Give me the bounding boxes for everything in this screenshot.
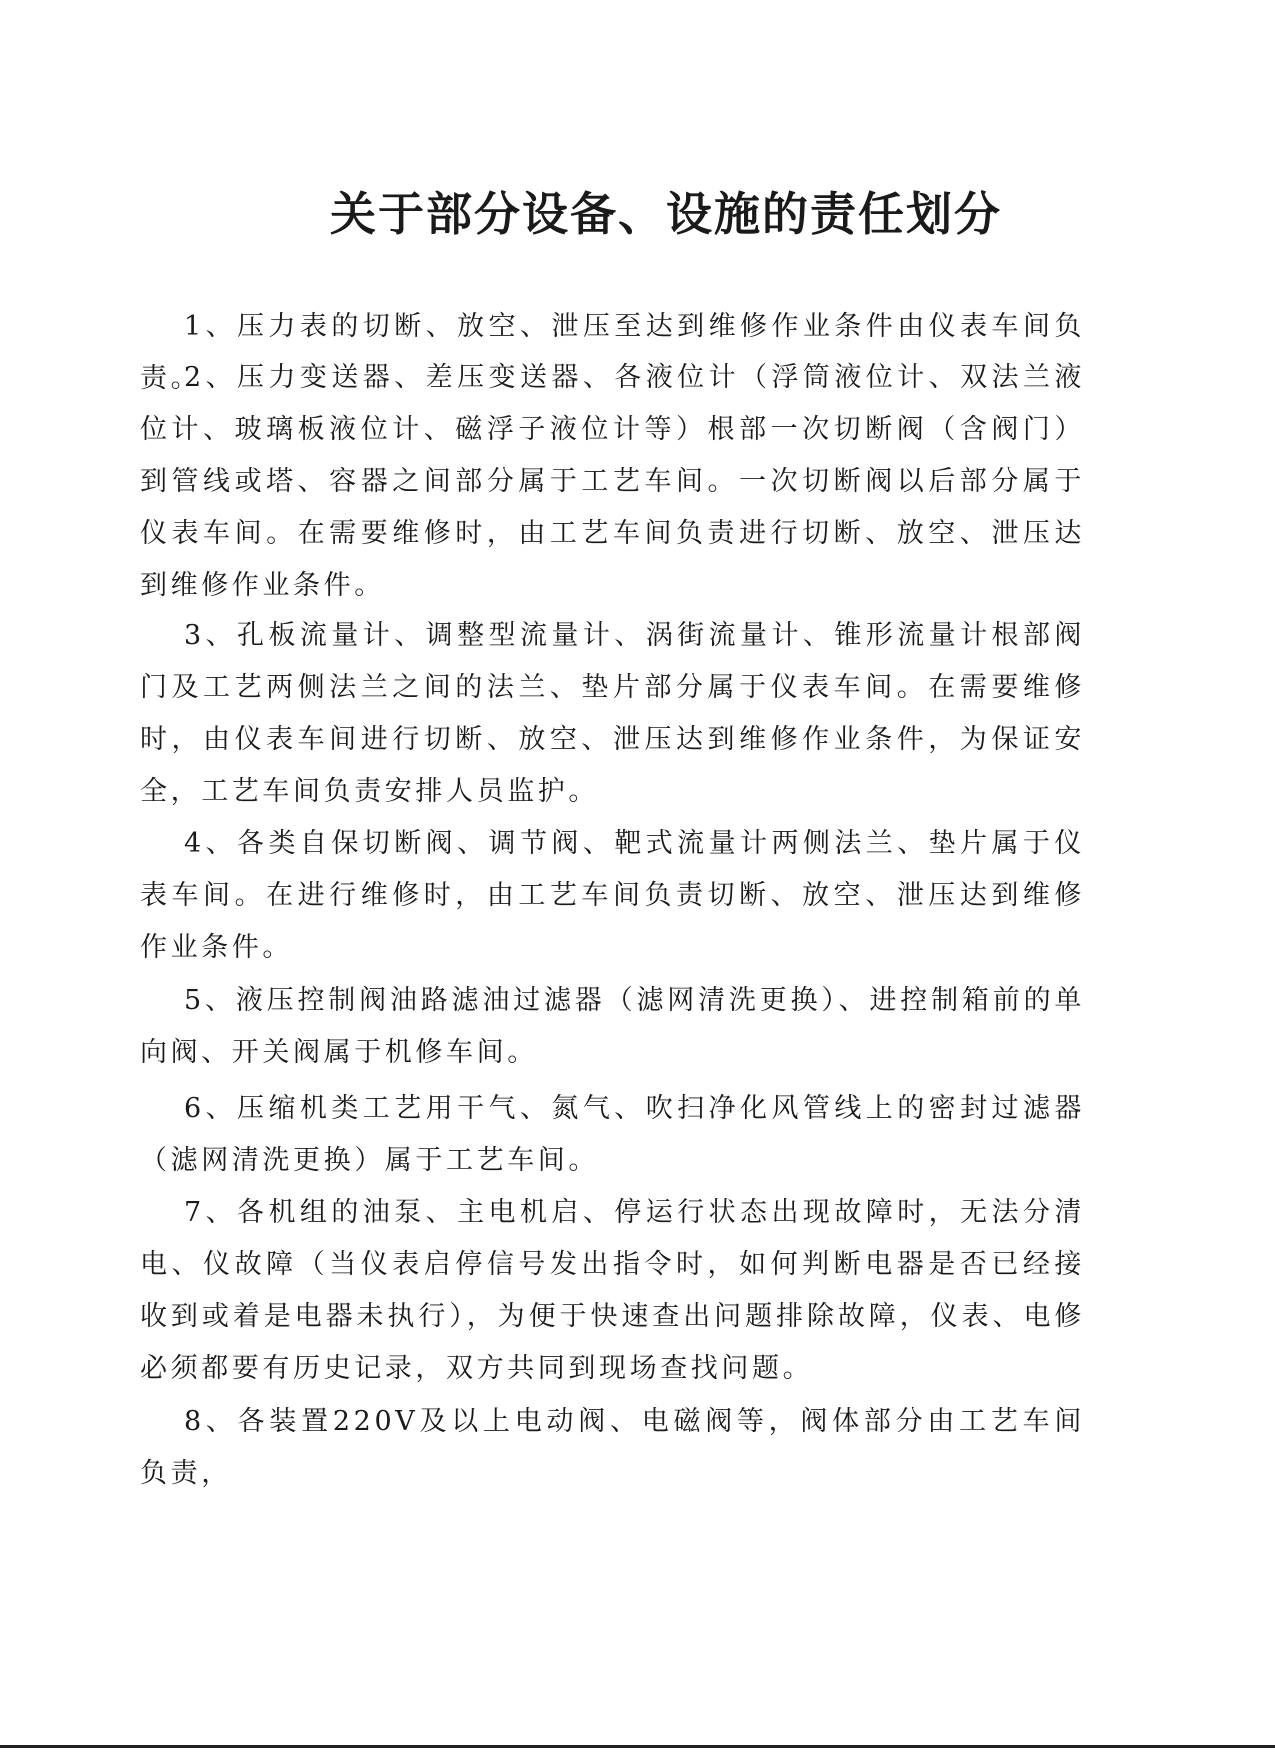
clause-5: 5、液压控制阀油路滤油过滤器（滤网清洗更换）、进控制箱前的单向阀、开关阀属于机修车间。 (140, 985, 1085, 1068)
clause-6: 6、压缩机类工艺用干气、氮气、吹扫净化风管线上的密封过滤器（滤网清洗更换）属于工艺车间。 (140, 1093, 1085, 1176)
document-title: 关于部分设备、设施的责任划分 (330, 187, 1002, 241)
clause-1: 1、压力表的切断、放空、泄压至达到维修作业条件由仪表车间负责。 (140, 311, 1085, 394)
page-bottom-border (0, 1745, 1275, 1748)
clause-8: 8、各装置220V及以上电动阀、电磁阀等，阀体部分由工艺车间负责， (140, 1406, 1085, 1489)
clause-7: 7、各机组的油泵、主电机启、停运行状态出现故障时，无法分清电、仪故障（当仪表启停信号发出指令时，如何判断电器是否已经接收到或着是电器未执行），为便于快速查出问题排除故障，仪表、电修必须都要有历史记录，双方共同到现场查找问题。 (140, 1197, 1085, 1384)
clause-2: 2、压力变送器、差压变送器、各液位计（浮筒液位计、双法兰液位计、玻璃板液位计、磁浮子液位计等）根部一次切断阀（含阀门）到管线或塔、容器之间部分属于工艺车间。一次切断阀以后部分属于仪表车间。在需要维修时，由工艺车间负责进行切断、放空、泄压达到维修作业条件。 (140, 362, 1085, 601)
clause-3: 3、孔板流量计、调整型流量计、涡街流量计、锥形流量计根部阀门及工艺两侧法兰之间的法兰、垫片部分属于仪表车间。在需要维修时，由仪表车间进行切断、放空、泄压达到维修作业条件，为保证安全，工艺车间负责安排人员监护。 (140, 620, 1085, 807)
clause-4: 4、各类自保切断阀、调节阀、靶式流量计两侧法兰、垫片属于仪表车间。在进行维修时，由工艺车间负责切断、放空、泄压达到维修作业条件。 (140, 828, 1085, 963)
